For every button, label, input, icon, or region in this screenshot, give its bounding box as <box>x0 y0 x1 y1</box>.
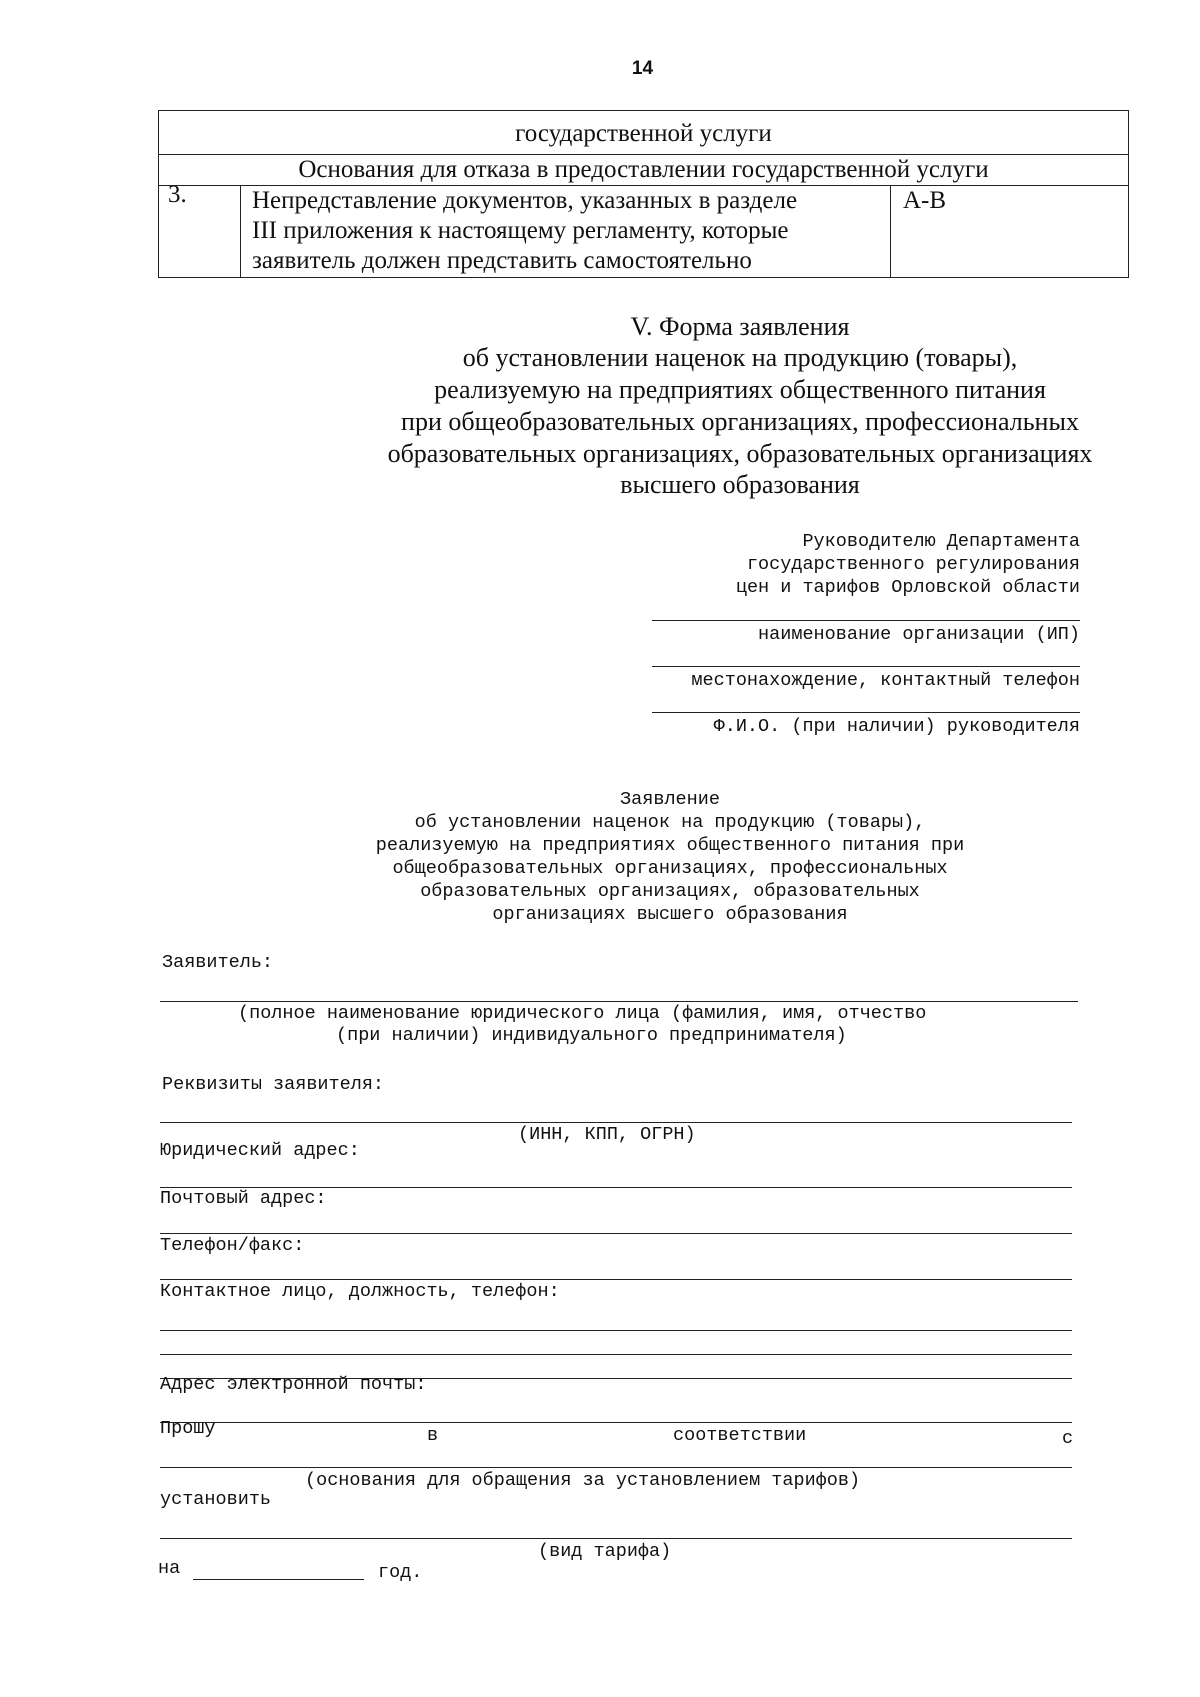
request-word: соответствии <box>673 1425 807 1446</box>
basis-hint: (основания для обращения за установлением тарифов) <box>305 1470 861 1491</box>
section-title-line: реализуемую на предприятиях общественного питания <box>434 375 1046 404</box>
applicant-hint: (при наличии) индивидуального предпринимателя) <box>336 1025 847 1046</box>
contact-line <box>160 1354 1072 1355</box>
contact-label: Контактное лицо, должность, телефон: <box>160 1281 560 1302</box>
request-word: в <box>427 1425 439 1446</box>
addressee-line: цен и тарифов Орловской области <box>735 577 1080 598</box>
application-title-line: об установлении наценок на продукцию (товары), <box>414 812 926 833</box>
section-title-line: образовательных организациях, образовательных организациях <box>387 439 1093 468</box>
section-title-line: высшего образования <box>620 470 860 499</box>
request-word: Прошу <box>160 1418 216 1439</box>
table-border-bottom <box>158 277 1129 278</box>
table-row-text-line: заявитель должен представить самостоятельно <box>252 247 752 274</box>
details-hint: (ИНН, КПП, ОГРН) <box>518 1124 696 1145</box>
postal-address-label: Почтовый адрес: <box>160 1188 327 1209</box>
phone-fax-label: Телефон/факс: <box>160 1235 305 1256</box>
sender-org-caption: наименование организации (ИП) <box>758 624 1080 645</box>
legal-address-label: Юридический адрес: <box>160 1140 360 1161</box>
section-title-line: об установлении наценок на продукцию (товары), <box>462 343 1018 372</box>
email-label: Адрес электронной почты: <box>160 1374 427 1395</box>
on-label: на <box>158 1558 181 1579</box>
addressee-line: Руководителю Департамента <box>802 531 1080 552</box>
table-section-heading: Основания для отказа в предоставлении государственной услуги <box>298 156 989 183</box>
sender-head-caption: Ф.И.О. (при наличии) руководителя <box>713 716 1080 737</box>
applicant-line <box>160 1001 1078 1002</box>
sender-head-line <box>652 712 1080 713</box>
request-word: с <box>1062 1428 1074 1449</box>
table-row-continuation: государственной услуги <box>515 120 772 147</box>
sender-location-caption: местонахождение, контактный телефон <box>691 670 1080 691</box>
sender-location-line <box>652 666 1080 667</box>
details-label: Реквизиты заявителя: <box>162 1074 385 1095</box>
application-title-line: реализуемую на предприятиях общественного питания при <box>375 835 965 856</box>
sender-org-line <box>652 620 1080 621</box>
postal-address-line <box>160 1233 1072 1234</box>
year-label: год. <box>378 1562 423 1583</box>
applicant-label: Заявитель: <box>162 952 274 973</box>
table-row-code: А-В <box>903 187 947 214</box>
establish-label: установить <box>160 1489 272 1510</box>
table-column-divider <box>240 185 241 278</box>
tariff-line <box>160 1538 1072 1539</box>
table-row-text-line: III приложения к настоящему регламенту, которые <box>252 217 789 244</box>
tariff-hint: (вид тарифа) <box>538 1541 672 1562</box>
section-title-line: V. Форма заявления <box>630 312 850 341</box>
table-column-divider <box>890 185 891 278</box>
phone-fax-line <box>160 1279 1072 1280</box>
applicant-hint: (полное наименование юридического лица (фамилия, имя, отчество <box>238 1003 927 1024</box>
application-title-line: Заявление <box>620 789 720 810</box>
application-title-line: общеобразовательных организациях, профессиональных <box>392 858 948 879</box>
year-blank-line <box>193 1579 364 1580</box>
contact-line <box>160 1330 1072 1331</box>
table-row-text-line: Непредставление документов, указанных в разделе <box>252 187 798 214</box>
email-line <box>160 1422 1072 1423</box>
table-border-top <box>158 110 1129 111</box>
page-number: 14 <box>631 58 654 79</box>
addressee-line: государственного регулирования <box>746 554 1080 575</box>
application-title-line: организациях высшего образования <box>492 904 848 925</box>
section-title-line: при общеобразовательных организациях, профессиональных <box>401 407 1079 436</box>
basis-line <box>160 1467 1072 1468</box>
table-row-number: 3. <box>168 181 187 208</box>
details-line <box>160 1122 1072 1123</box>
application-title-line: образовательных организациях, образовательных <box>420 881 920 902</box>
